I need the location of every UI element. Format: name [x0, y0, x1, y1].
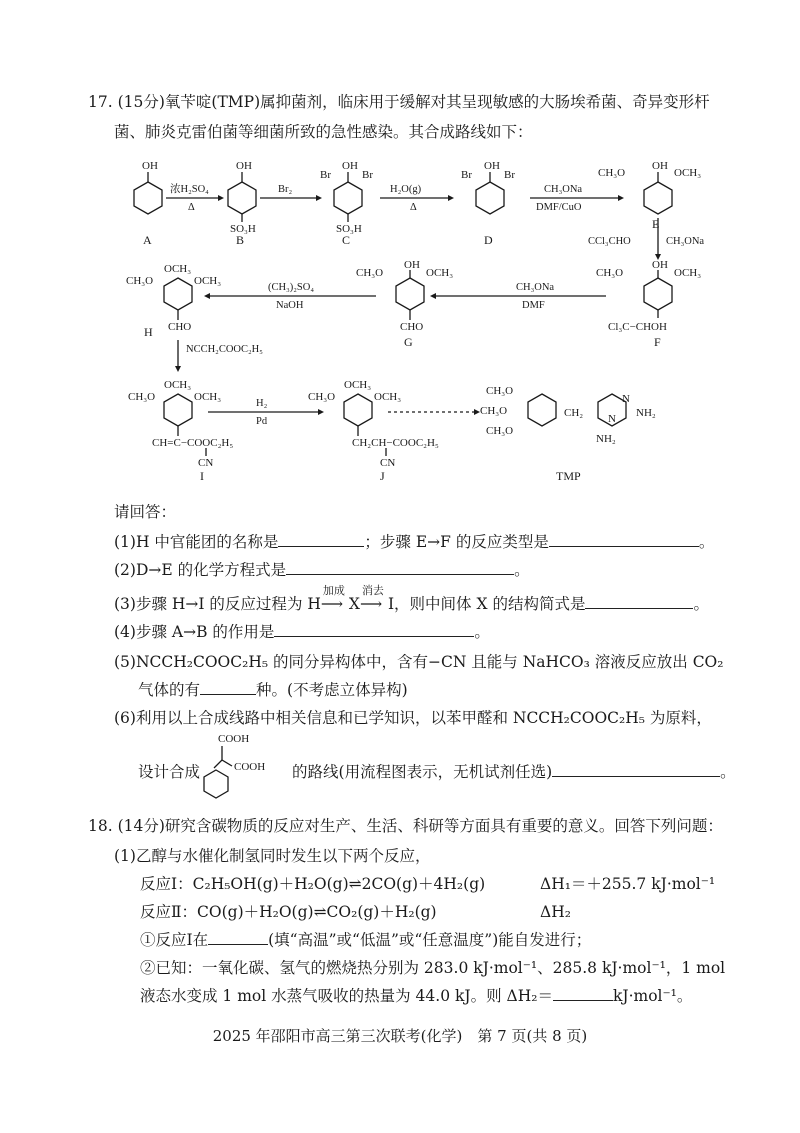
answer-blank[interactable]	[286, 560, 514, 575]
svg-text:I: I	[200, 469, 204, 483]
answer-blank[interactable]	[549, 532, 699, 547]
svg-text:浓H₂SO₄: 浓H₂SO₄	[170, 184, 209, 195]
svg-text:N: N	[622, 393, 630, 405]
svg-text:COOH: COOH	[218, 733, 250, 745]
svg-text:OH: OH	[652, 260, 668, 271]
svg-text:OH: OH	[342, 160, 358, 172]
svg-text:CH₃ONa: CH₃ONa	[516, 282, 555, 293]
svg-text:A: A	[143, 233, 152, 247]
answer-blank[interactable]	[208, 930, 268, 945]
svg-text:CH₂CH−COOC₂H₅: CH₂CH−COOC₂H₅	[352, 437, 439, 449]
q18-sub1: ①反应Ⅰ在 (填“高温”或“低温”或“任意温度”)能自发进行；	[140, 931, 592, 949]
svg-text:CH₃ONa: CH₃ONa	[544, 184, 583, 195]
svg-text:NH₂: NH₂	[596, 433, 616, 445]
q17-part5: (5)NCCH₂COOC₂H₅ 的同分异构体中，含有−CN 且能与 NaHCO₃ 溶液反应放出 CO₂	[114, 653, 724, 671]
svg-text:Br: Br	[362, 169, 373, 181]
svg-text:CH₂: CH₂	[564, 407, 584, 419]
svg-text:CH₃O: CH₃O	[126, 275, 154, 287]
svg-text:OH: OH	[142, 160, 158, 172]
q17-part2: (2)D→E 的化学方程式是 。	[114, 561, 530, 579]
svg-text:B: B	[236, 233, 245, 247]
compound-TMP	[480, 385, 656, 483]
svg-text:OCH₃: OCH₃	[674, 167, 702, 179]
answer-blank[interactable]	[552, 762, 720, 777]
compound-A	[134, 160, 162, 247]
svg-text:DMF/CuO: DMF/CuO	[536, 202, 582, 213]
svg-text:H₂: H₂	[256, 398, 268, 409]
svg-text:OCH₃: OCH₃	[164, 379, 192, 391]
compound-G	[356, 260, 453, 349]
svg-text:OCH₃: OCH₃	[426, 267, 454, 279]
svg-text:F: F	[654, 335, 661, 349]
svg-text:H: H	[144, 325, 153, 339]
q17-part4: (4)步骤 A→B 的作用是 。	[114, 623, 490, 641]
answer-blank[interactable]	[585, 594, 693, 609]
svg-text:OH: OH	[236, 160, 252, 172]
reaction-2-enthalpy: ΔH₂	[540, 903, 571, 921]
svg-text:OCH₃: OCH₃	[164, 263, 192, 275]
svg-text:CH₃O: CH₃O	[598, 167, 626, 179]
prompt: 请回答：	[114, 503, 177, 521]
svg-text:NaOH: NaOH	[276, 300, 304, 311]
compound-C	[320, 160, 373, 247]
svg-text:TMP: TMP	[556, 469, 581, 483]
q17-part6: (6)利用以上合成线路中相关信息和已学知识，以苯甲醛和 NCCH₂COOC₂H₅ 为原料，	[114, 709, 712, 727]
compound-E	[598, 160, 701, 231]
compound-J	[308, 379, 439, 483]
arrow-elimination: 消去 ⟶	[359, 585, 384, 613]
svg-text:G: G	[404, 335, 413, 349]
page-footer: 2025 年邵阳市高三第三次联考(化学) 第 7 页(共 8 页)	[212, 1027, 588, 1045]
q17-part6-cont: 设计合成 的路线(用流程图表示，无机试剂任选) 。	[138, 763, 736, 781]
answer-blank[interactable]	[553, 986, 613, 1001]
svg-text:CH₃O: CH₃O	[480, 405, 508, 417]
svg-text:OCH₃: OCH₃	[344, 379, 372, 391]
svg-text:Br: Br	[320, 169, 331, 181]
svg-text:J: J	[380, 469, 385, 483]
svg-text:Br: Br	[504, 169, 515, 181]
svg-text:E: E	[652, 217, 660, 231]
svg-text:CH₃O: CH₃O	[128, 391, 156, 403]
svg-text:Δ: Δ	[410, 202, 417, 213]
svg-text:NH₂: NH₂	[636, 407, 656, 419]
answer-blank[interactable]	[278, 532, 364, 547]
reaction-1: 反应Ⅰ：C₂H₅OH(g)＋H₂O(g)⇌2CO(g)＋4H₂(g)	[140, 875, 486, 893]
q17-part1: (1)H 中官能团的名称是 ；步骤 E→F 的反应类型是 。	[114, 533, 715, 551]
svg-text:OH: OH	[404, 260, 420, 271]
svg-text:CH₃O: CH₃O	[486, 425, 514, 437]
scheme-row2	[118, 260, 728, 360]
compound-F	[596, 260, 701, 349]
q18-line2: (1)乙醇与水催化制氢同时发生以下两个反应，	[114, 847, 431, 865]
svg-text:Pd: Pd	[256, 416, 268, 427]
svg-text:OCH₃: OCH₃	[374, 391, 402, 403]
svg-text:CCl₃CHO: CCl₃CHO	[588, 236, 631, 247]
svg-text:CHO: CHO	[400, 321, 424, 333]
svg-text:CH₃O: CH₃O	[596, 267, 624, 279]
svg-text:CH₃O: CH₃O	[308, 391, 336, 403]
q17-line1: 17. (15分)氧苄啶(TMP)属抑菌剂，临床用于缓解对其呈现敏感的大肠埃希菌、奇异变形杆	[88, 93, 710, 111]
scheme-row1	[118, 152, 728, 262]
q17-part5-cont: 气体的有 种。(不考虑立体异构)	[138, 681, 408, 699]
compound-I	[128, 379, 233, 483]
answer-blank[interactable]	[274, 622, 474, 637]
svg-text:OH: OH	[484, 160, 500, 172]
svg-text:CH₃O: CH₃O	[486, 385, 514, 397]
svg-text:OCH₃: OCH₃	[194, 391, 222, 403]
svg-text:SO₃H: SO₃H	[230, 223, 256, 235]
svg-text:(CH₃)₂SO₄: (CH₃)₂SO₄	[268, 282, 314, 293]
svg-text:OCH₃: OCH₃	[674, 267, 702, 279]
scheme-row3	[118, 356, 728, 486]
q17-line2: 菌、肺炎克雷伯菌等细菌所致的急性感染。其合成路线如下：	[114, 123, 533, 141]
svg-text:Br: Br	[461, 169, 472, 181]
svg-text:CN: CN	[198, 457, 214, 469]
svg-text:Δ: Δ	[188, 202, 195, 213]
answer-blank[interactable]	[200, 680, 256, 695]
svg-text:Br₂: Br₂	[278, 184, 293, 195]
svg-text:D: D	[484, 233, 493, 247]
svg-text:DMF: DMF	[522, 300, 545, 311]
reaction-2: 反应Ⅱ：CO(g)＋H₂O(g)⇌CO₂(g)＋H₂(g)	[140, 903, 437, 921]
svg-text:CH=C−COOC₂H₅: CH=C−COOC₂H₅	[152, 437, 234, 449]
svg-text:C: C	[342, 233, 351, 247]
q18-sub2-cont: 液态水变成 1 mol 水蒸气吸收的热量为 44.0 kJ。则 ΔH₂＝ kJ·mol⁻¹。	[140, 987, 693, 1005]
svg-text:CH₃ONa: CH₃ONa	[666, 236, 705, 247]
svg-text:COOH: COOH	[234, 761, 266, 773]
svg-text:NCCH₂COOC₂H₅: NCCH₂COOC₂H₅	[186, 344, 263, 355]
compound-D	[461, 160, 515, 247]
arrow-addition: 加成 ⟶	[320, 585, 345, 613]
svg-text:OH: OH	[652, 160, 668, 172]
q17-part3: (3)步骤 H→I 的反应过程为 H 加成 ⟶ X 消去 ⟶ I，则中间体 X 的结构简式是 。	[114, 585, 709, 613]
q18-line1: 18. (14分)研究含碳物质的反应对生产、生活、科研等方面具有重要的意义。回答下列问题：	[88, 817, 723, 835]
svg-text:CHO: CHO	[168, 321, 192, 333]
svg-text:CH₃O: CH₃O	[356, 267, 384, 279]
svg-text:Cl₃C−CHOH: Cl₃C−CHOH	[608, 321, 667, 333]
svg-text:H₂O(g): H₂O(g)	[390, 184, 422, 195]
compound-H	[126, 263, 221, 339]
svg-text:SO₃H: SO₃H	[336, 223, 362, 235]
compound-B	[228, 160, 256, 247]
q18-sub2: ②已知：一氧化碳、氢气的燃烧热分别为 283.0 kJ·mol⁻¹、285.8 kJ·mol⁻¹，1 mol	[140, 959, 726, 977]
svg-text:N: N	[608, 413, 616, 425]
reaction-1-enthalpy: ΔH₁＝＋255.7 kJ·mol⁻¹	[540, 875, 716, 893]
svg-text:CN: CN	[380, 457, 396, 469]
svg-text:OCH₃: OCH₃	[194, 275, 222, 287]
